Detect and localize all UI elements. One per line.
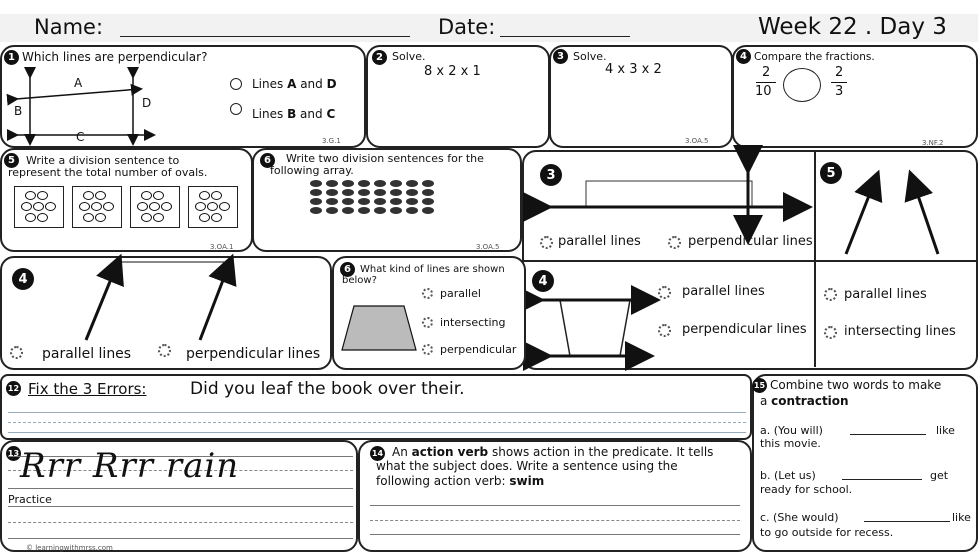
oval — [103, 202, 114, 211]
oval — [79, 202, 90, 211]
q15-number: 15 — [752, 378, 767, 393]
q12-box — [0, 374, 752, 440]
q4-label: Compare the fractions. — [754, 51, 875, 63]
q15-a-blank[interactable] — [850, 434, 926, 435]
oval — [211, 213, 222, 222]
array-dot — [358, 198, 370, 205]
q4-box — [732, 45, 978, 148]
q14-line3: following action verb: swim — [376, 474, 545, 488]
q6b-box — [332, 256, 526, 370]
array-dot — [326, 198, 338, 205]
array-dot — [358, 180, 370, 187]
q14-answer-line2[interactable] — [370, 534, 740, 535]
shapeA-opt2: perpendicular lines — [688, 234, 813, 249]
oval — [83, 191, 94, 200]
q15-c-cont: to go outside for recess. — [760, 526, 894, 539]
q1-point-d: D — [142, 96, 152, 110]
q3-label: Solve. — [573, 50, 607, 63]
q15-c-blank[interactable] — [864, 521, 950, 522]
q1-option1: Lines A and D — [252, 77, 337, 91]
q5-box — [0, 148, 253, 252]
shapeB-opt2: intersecting lines — [844, 324, 956, 339]
q1-point-a: A — [74, 76, 83, 90]
array-dot — [310, 198, 322, 205]
q6b-opt1: parallel — [440, 287, 481, 300]
q6-dot-array — [310, 180, 438, 216]
array-dot — [342, 207, 354, 214]
array-dot — [326, 207, 338, 214]
q12-answer-line[interactable] — [8, 412, 746, 413]
q6b-opt3-radio[interactable] — [422, 344, 433, 355]
array-dot — [390, 180, 402, 187]
q13-practice-label: Practice — [8, 493, 52, 506]
q12-answer-line-dashed — [8, 422, 746, 423]
array-dot — [390, 189, 402, 196]
q13-practice-line[interactable] — [8, 506, 353, 507]
oval — [141, 191, 152, 200]
shapeD-opt2: perpendicular lines — [186, 346, 321, 362]
q15-a: a. (You will) — [760, 424, 823, 437]
array-dot — [406, 198, 418, 205]
date-field[interactable] — [500, 36, 630, 37]
oval — [37, 213, 48, 222]
shapeB-opt1-radio[interactable] — [824, 288, 837, 301]
q14-box — [358, 440, 752, 552]
oval — [25, 191, 36, 200]
oval — [149, 202, 160, 211]
shapeB-opt1: parallel lines — [844, 287, 927, 302]
shapeB-diagram — [842, 172, 962, 262]
q13-credit: © learningwithmrss.com — [26, 544, 113, 552]
oval — [95, 213, 106, 222]
shapeD-number: 4 — [12, 268, 34, 290]
q1-number: 1 — [4, 50, 19, 65]
q6b-line1: What kind of lines are shown — [360, 264, 505, 275]
oval — [207, 202, 218, 211]
array-dot — [342, 189, 354, 196]
array-dot — [310, 189, 322, 196]
q13-practice-mid — [8, 522, 353, 523]
shapeB-opt2-radio[interactable] — [824, 326, 837, 339]
q6b-opt1-radio[interactable] — [422, 288, 433, 299]
array-dot — [342, 198, 354, 205]
array-dot — [374, 198, 386, 205]
shapeC-opt2: perpendicular lines — [682, 322, 807, 337]
q6-code: 3.OA.5 — [476, 243, 500, 251]
q5-line1: Write a division sentence to — [26, 154, 180, 167]
q5-number: 5 — [4, 153, 19, 168]
oval — [153, 213, 164, 222]
q4-compare-circle[interactable] — [783, 68, 821, 102]
q15-c-post: like — [952, 511, 971, 524]
q3-box — [549, 45, 733, 148]
q2-expression: 8 x 2 x 1 — [424, 64, 481, 79]
q6b-number: 6 — [340, 262, 355, 277]
q4-frac2-num: 2 — [835, 65, 844, 80]
shapeC-number: 4 — [532, 270, 554, 292]
oval — [141, 213, 152, 222]
shapeC-opt1-radio[interactable] — [658, 286, 671, 299]
q15-line1: Combine two words to make — [770, 378, 942, 392]
q6b-trapezoid — [342, 304, 422, 352]
array-dot — [358, 189, 370, 196]
q15-c: c. (She would) — [760, 511, 839, 524]
array-dot — [422, 207, 434, 214]
q15-b: b. (Let us) — [760, 469, 816, 482]
oval — [33, 202, 44, 211]
shapeD-opt2-radio[interactable] — [158, 344, 171, 357]
q2-box — [366, 45, 550, 148]
shapeC-opt2-radio[interactable] — [658, 324, 671, 337]
q1-code: 3.G.1 — [322, 137, 341, 145]
q14-answer-line1[interactable] — [370, 505, 740, 506]
q15-b-post: get — [930, 469, 949, 482]
q5-code: 3.OA.1 — [210, 243, 234, 251]
q14-line2: what the subject does. Write a sentence using the — [376, 459, 678, 473]
q15-a-post: like — [936, 424, 955, 437]
array-dot — [326, 189, 338, 196]
oval — [195, 202, 206, 211]
q2-label: Solve. — [392, 50, 426, 63]
q12-answer-line-bottom[interactable] — [8, 432, 746, 433]
array-dot — [374, 189, 386, 196]
array-dot — [406, 180, 418, 187]
name-field[interactable] — [120, 36, 410, 37]
q15-b-blank[interactable] — [842, 479, 922, 480]
q14-line1: An action verb shows action in the predicate. It tells — [392, 445, 714, 459]
shapeD-opt1-radio[interactable] — [10, 346, 23, 359]
page-title: Week 22 . Day 3 — [758, 14, 947, 40]
q4-frac1-den: 10 — [755, 84, 772, 99]
shapeC-opt1: parallel lines — [682, 284, 765, 299]
oval — [153, 191, 164, 200]
q13-number: 13 — [6, 446, 21, 461]
q13-practice-base[interactable] — [8, 538, 353, 539]
array-dot — [310, 180, 322, 187]
oval-group — [72, 186, 122, 228]
array-dot — [374, 180, 386, 187]
oval-group — [14, 186, 64, 228]
q3-code: 3.OA.5 — [685, 137, 709, 145]
q4-frac1-num: 2 — [762, 65, 771, 80]
array-dot — [326, 180, 338, 187]
q1-box — [0, 45, 366, 148]
oval — [45, 202, 56, 211]
q4-frac2-bar — [831, 82, 847, 83]
q1-option1-radio[interactable] — [230, 78, 242, 90]
oval-group — [130, 186, 180, 228]
shapeB-number: 5 — [820, 162, 842, 184]
shapeA-opt1: parallel lines — [558, 234, 641, 249]
q3-expression: 4 x 3 x 2 — [605, 62, 662, 77]
oval-group — [188, 186, 238, 228]
q6-number: 6 — [260, 153, 275, 168]
q6b-opt2: intersecting — [440, 316, 506, 329]
q1-point-b: B — [14, 104, 23, 118]
oval — [21, 202, 32, 211]
oval — [25, 213, 36, 222]
shapeA-opt1-radio[interactable] — [540, 236, 553, 249]
oval — [37, 191, 48, 200]
q1-question: Which lines are perpendicular? — [22, 50, 208, 64]
shapeD-diagram — [80, 262, 260, 352]
q15-box — [752, 374, 978, 552]
oval — [83, 213, 94, 222]
q12-number: 12 — [6, 381, 21, 396]
oval — [137, 202, 148, 211]
q12-label: Fix the 3 Errors: — [28, 380, 147, 398]
q13-cursive: Rrr Rrr rain — [20, 446, 240, 486]
oval — [199, 213, 210, 222]
shapeD-box — [0, 256, 332, 370]
date-label: Date: — [438, 15, 496, 39]
shapeA-number: 3 — [540, 164, 562, 186]
q6b-opt2-radio[interactable] — [422, 317, 433, 328]
q12-sentence: Did you leaf the book over their. — [190, 379, 465, 399]
array-dot — [422, 189, 434, 196]
array-dot — [390, 207, 402, 214]
shapeD-opt1: parallel lines — [42, 346, 132, 362]
q3-number: 3 — [553, 49, 568, 64]
q15-a-cont: this movie. — [760, 437, 821, 450]
q5-line2: represent the total number of ovals. — [8, 166, 208, 179]
shapeC-diagram — [534, 284, 654, 364]
lines-panel — [522, 150, 978, 370]
q1-point-c: C — [76, 130, 85, 144]
shapeA-opt2-radio[interactable] — [668, 236, 681, 249]
oval — [211, 191, 222, 200]
q6-line2: following array. — [270, 164, 354, 177]
array-dot — [310, 207, 322, 214]
q6b-opt3: perpendicular — [440, 343, 517, 356]
q14-number: 14 — [370, 446, 385, 461]
oval — [199, 191, 210, 200]
array-dot — [374, 207, 386, 214]
oval — [95, 191, 106, 200]
q4-code: 3.NF.2 — [922, 139, 944, 147]
q15-b-cont: ready for school. — [760, 483, 853, 496]
array-dot — [406, 207, 418, 214]
name-label: Name: — [34, 15, 104, 39]
q4-number: 4 — [736, 49, 751, 64]
array-dot — [422, 198, 434, 205]
q13-box — [0, 440, 358, 552]
array-dot — [422, 180, 434, 187]
q13-line-base — [8, 488, 353, 489]
q2-number: 2 — [372, 50, 387, 65]
q1-option2: Lines B and C — [252, 107, 336, 121]
array-dot — [358, 207, 370, 214]
q4-frac2-den: 3 — [835, 84, 844, 99]
q1-option2-radio[interactable] — [230, 103, 242, 115]
array-dot — [406, 189, 418, 196]
oval — [219, 202, 230, 211]
array-dot — [342, 180, 354, 187]
q4-frac1-bar — [756, 82, 776, 83]
q5-oval-groups — [14, 186, 244, 228]
q6b-line2: below? — [342, 275, 377, 286]
q15-line2: a contraction — [760, 394, 849, 408]
oval — [161, 202, 172, 211]
array-dot — [390, 198, 402, 205]
q6-box — [252, 148, 522, 252]
oval — [91, 202, 102, 211]
q1-line-diagram — [8, 71, 168, 151]
q6-line1: Write two division sentences for the — [286, 152, 484, 165]
q14-answer-mid — [370, 520, 740, 521]
